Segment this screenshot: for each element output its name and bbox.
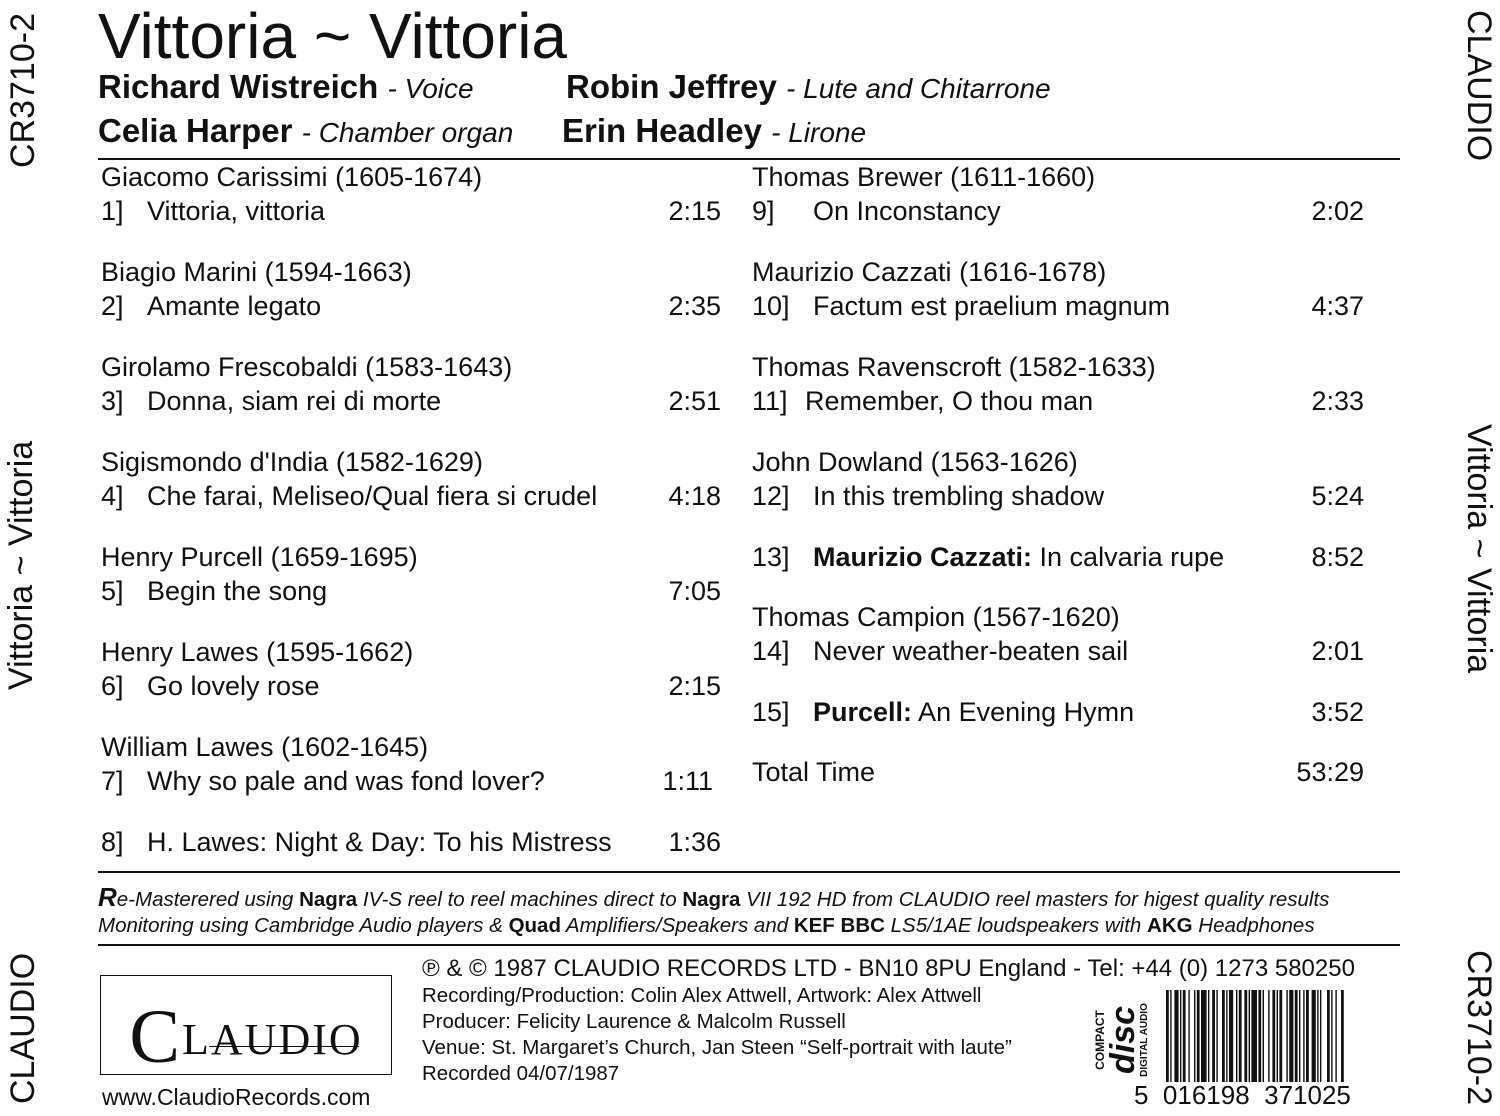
composer-dates: (1605-1674) xyxy=(335,162,483,192)
track-row xyxy=(101,384,721,418)
track-number: 2] xyxy=(101,291,124,321)
track-number: 14] xyxy=(752,636,790,666)
notes-bold: AKG xyxy=(1147,914,1193,937)
track-number: 7] xyxy=(101,766,124,796)
album-title: Vittoria ~ Vittoria xyxy=(98,0,567,72)
track-group-12 xyxy=(752,445,1372,540)
logo-initial: C xyxy=(129,995,183,1079)
composer-name: Henry Purcell xyxy=(101,542,264,572)
track-duration: 2:35 xyxy=(668,291,721,321)
track-duration: 2:02 xyxy=(1311,196,1364,226)
barcode-bar xyxy=(1258,990,1261,1082)
composer-dates: (1567-1620) xyxy=(972,602,1120,632)
credit-line-1: Recording/Production: Colin Alex Attwell, Artwork: Alex Attwell xyxy=(422,984,982,1007)
notes-bold: Quad xyxy=(508,914,561,937)
composer-dates: (1582-1633) xyxy=(1008,352,1156,382)
barcode-bar xyxy=(1249,990,1250,1082)
composer-dates: (1563-1626) xyxy=(930,447,1078,477)
logo-wordmark xyxy=(101,994,391,1081)
barcode-bar xyxy=(1174,990,1178,1082)
track-group-6 xyxy=(101,635,721,730)
spine-left-label: CLAUDIO xyxy=(4,952,42,1104)
track-group-13 xyxy=(752,540,1372,600)
composer-dates: (1594-1663) xyxy=(264,257,412,287)
track-title: Never weather-beaten sail xyxy=(813,636,1129,666)
composer-dates: (1583-1643) xyxy=(365,352,513,382)
track-row xyxy=(101,479,721,513)
notes-line-2 xyxy=(98,913,1329,939)
track-title: Remember, O thou man xyxy=(805,386,1094,416)
composer-line xyxy=(101,635,721,669)
track-row xyxy=(752,384,1372,418)
notes-bold: Nagra xyxy=(299,888,358,911)
composer-name: Giacomo Carissimi xyxy=(101,162,328,192)
composer-name: John Dowland xyxy=(752,447,924,477)
performer-role: - Chamber organ xyxy=(301,117,514,148)
track-duration: 3:52 xyxy=(1311,697,1364,727)
notes-text: Monitoring using Cambridge Audio players & xyxy=(98,914,509,937)
notes-drop-letter: R xyxy=(98,882,117,912)
track-group-8 xyxy=(101,825,721,885)
track-group-9 xyxy=(752,160,1372,255)
notes-text: Headphones xyxy=(1192,914,1315,937)
spine-right-catalog: CR3710-2 xyxy=(1460,950,1498,1105)
performer-1 xyxy=(98,68,474,106)
track-row xyxy=(101,194,721,228)
barcode-bar xyxy=(1335,990,1336,1082)
barcode-bar xyxy=(1327,990,1330,1082)
barcode xyxy=(1166,990,1396,1082)
composer-dates: (1595-1662) xyxy=(266,637,414,667)
composer-name: Maurizio Cazzati: xyxy=(813,542,1033,572)
composer-line xyxy=(101,540,721,574)
performer-4 xyxy=(562,112,866,150)
claudio-logo xyxy=(100,975,392,1079)
track-duration: 2:15 xyxy=(668,671,721,701)
track-title: Donna, siam rei di morte xyxy=(147,386,442,416)
composer-line xyxy=(101,445,721,479)
website-link[interactable]: www.ClaudioRecords.com xyxy=(102,1084,371,1110)
barcode-bar xyxy=(1289,990,1293,1082)
notes-text: Amplifiers/Speakers and xyxy=(561,914,794,937)
spine-right-title: Vittoria ~ Vittoria xyxy=(1460,424,1498,674)
barcode-bar xyxy=(1170,990,1171,1082)
track-row xyxy=(752,540,1372,574)
track-title: Amante legato xyxy=(147,291,322,321)
track-group-1 xyxy=(101,160,721,255)
notes-text: e-Masterered using xyxy=(116,888,300,911)
barcode-bar xyxy=(1277,990,1278,1082)
barcode-bar xyxy=(1226,990,1227,1082)
track-title: Che farai, Meliseo/Qual fiera si crudel xyxy=(147,481,598,511)
composer-name: Sigismondo d'India xyxy=(101,447,329,477)
barcode-bar xyxy=(1299,990,1300,1082)
track-title: An Evening Hymn xyxy=(912,697,1135,727)
spine-right-label: CLAUDIO xyxy=(1460,10,1498,162)
track-row xyxy=(752,755,1372,789)
divider-middle xyxy=(98,871,1400,873)
track-row xyxy=(752,634,1372,668)
barcode-bar xyxy=(1222,990,1225,1082)
spine-left-catalog: CR3710-2 xyxy=(4,13,42,168)
composer-line xyxy=(752,600,1372,634)
logo-swash xyxy=(209,1046,359,1047)
composer-line xyxy=(752,160,1372,194)
track-row xyxy=(752,479,1372,513)
barcode-bar xyxy=(1341,990,1344,1082)
performer-name: Robin Jeffrey xyxy=(566,68,777,105)
track-duration: 4:37 xyxy=(1311,291,1364,321)
notes-line-1 xyxy=(98,884,1329,913)
track-number: 11] xyxy=(752,386,788,416)
tracklist-right xyxy=(752,160,1372,815)
track-group-14 xyxy=(752,600,1372,695)
composer-name: Henry Lawes xyxy=(101,637,259,667)
track-number: 12] xyxy=(752,481,790,511)
barcode-bar xyxy=(1166,990,1169,1082)
performer-2 xyxy=(566,68,1051,106)
divider-bottom xyxy=(98,944,1400,946)
composer-dates: (1659-1695) xyxy=(270,542,418,572)
barcode-bar xyxy=(1312,990,1316,1082)
composer-line xyxy=(101,255,721,289)
barcode-bar xyxy=(1286,990,1287,1082)
barcode-bar xyxy=(1212,990,1215,1082)
notes-text: IV-S reel to reel machines direct to xyxy=(357,888,683,911)
composer-line xyxy=(752,350,1372,384)
composer-dates: (1582-1629) xyxy=(335,447,483,477)
track-duration: 8:52 xyxy=(1311,542,1364,572)
total-time-row xyxy=(752,755,1372,815)
performer-role: - Lute and Chitarrone xyxy=(786,73,1051,104)
track-group-10 xyxy=(752,255,1372,350)
notes-bold: KEF BBC xyxy=(793,914,885,937)
track-group-4 xyxy=(101,445,721,540)
track-number: 4] xyxy=(101,481,124,511)
track-title: Go lovely rose xyxy=(147,671,320,701)
track-group-7 xyxy=(101,730,721,825)
track-duration: 1:36 xyxy=(668,827,721,857)
barcode-bar xyxy=(1268,990,1269,1082)
tracklist-left xyxy=(101,160,721,885)
track-row xyxy=(752,289,1372,323)
track-number: 5] xyxy=(101,576,124,606)
track-number: 13] xyxy=(752,542,790,572)
track-group-11 xyxy=(752,350,1372,445)
barcode-bar xyxy=(1216,990,1217,1082)
track-row xyxy=(101,289,721,323)
composer-name: H. Lawes xyxy=(147,827,260,857)
track-number: 15] xyxy=(752,697,790,727)
barcode-bar xyxy=(1317,990,1318,1082)
barcode-bar xyxy=(1320,990,1321,1082)
composer-name: Purcell: xyxy=(813,697,913,727)
barcode-bar xyxy=(1306,990,1309,1082)
composer-line xyxy=(752,445,1372,479)
track-row xyxy=(101,764,721,798)
logo-rest: LAUDIO xyxy=(182,1015,363,1064)
total-time-label: Total Time xyxy=(752,757,876,787)
track-number: 9] xyxy=(752,196,775,226)
credit-line-3: Venue: St. Margaret’s Church, Jan Steen “Self-portrait with laute” xyxy=(422,1036,1012,1059)
track-number: 8] xyxy=(101,827,124,857)
composer-name: Thomas Brewer xyxy=(752,162,943,192)
track-group-2 xyxy=(101,255,721,350)
mastering-notes xyxy=(98,884,1329,939)
track-group-5 xyxy=(101,540,721,635)
notes-text: VII 192 HD from CLAUDIO reel masters for higest quality results xyxy=(740,888,1330,911)
notes-bold: Nagra xyxy=(682,888,741,911)
barcode-bar xyxy=(1251,990,1257,1082)
composer-line xyxy=(101,160,721,194)
barcode-bar xyxy=(1295,990,1298,1082)
composer-name: Biagio Marini xyxy=(101,257,258,287)
track-duration: 2:15 xyxy=(668,196,721,226)
barcode-bar xyxy=(1183,990,1186,1082)
track-duration: 2:01 xyxy=(1311,636,1364,666)
performer-name: Celia Harper xyxy=(98,112,293,149)
credit-line-2: Producer: Felicity Laurence & Malcolm Russell xyxy=(422,1010,846,1033)
track-group-15 xyxy=(752,695,1372,755)
track-number: 6] xyxy=(101,671,124,701)
compact-disc-logo xyxy=(1094,988,1152,1092)
composer-dates: (1611-1660) xyxy=(950,162,1096,192)
track-title: On Inconstancy xyxy=(813,196,1001,226)
performer-name: Richard Wistreich xyxy=(98,68,379,105)
composer-name: William Lawes xyxy=(101,732,274,762)
composer-line xyxy=(752,255,1372,289)
track-title: : Night & Day: To his Mistress xyxy=(259,827,612,857)
barcode-bar xyxy=(1244,990,1247,1082)
track-duration: 5:24 xyxy=(1311,481,1364,511)
barcode-bar xyxy=(1279,990,1282,1082)
performer-role: - Lirone xyxy=(771,117,867,148)
composer-name: Girolamo Frescobaldi xyxy=(101,352,358,382)
barcode-bar xyxy=(1303,990,1304,1082)
track-duration: 4:18 xyxy=(668,481,721,511)
barcode-bar xyxy=(1201,990,1207,1082)
track-title: Factum est praelium magnum xyxy=(813,291,1171,321)
performer-3 xyxy=(98,112,513,150)
track-number: 3] xyxy=(101,386,124,416)
track-row xyxy=(101,574,721,608)
performer-name: Erin Headley xyxy=(562,112,762,149)
barcode-bar xyxy=(1263,990,1264,1082)
track-duration: 1:11 xyxy=(662,766,713,796)
composer-name: Thomas Campion xyxy=(752,602,966,632)
composer-dates: (1616-1678) xyxy=(959,257,1107,287)
composer-name: Maurizio Cazzati xyxy=(752,257,952,287)
total-time-value: 53:29 xyxy=(1296,757,1364,787)
performer-role: - Voice xyxy=(387,73,474,104)
barcode-digits: 5 016198 371025 xyxy=(1134,1080,1351,1110)
track-title: In this trembling shadow xyxy=(813,481,1105,511)
track-title: Begin the song xyxy=(147,576,328,606)
barcode-bar xyxy=(1236,990,1237,1082)
track-title: In calvaria rupe xyxy=(1032,542,1225,572)
barcode-bar xyxy=(1208,990,1209,1082)
barcode-bar xyxy=(1194,990,1195,1082)
track-duration: 2:33 xyxy=(1311,386,1364,416)
composer-line xyxy=(101,350,721,384)
composer-name: Thomas Ravenscroft xyxy=(752,352,1002,382)
track-duration: 2:51 xyxy=(668,386,721,416)
barcode-bar xyxy=(1272,990,1275,1082)
track-row xyxy=(752,695,1372,729)
barcode-bar xyxy=(1331,990,1332,1082)
track-row xyxy=(101,825,721,859)
track-title: Vittoria, vittoria xyxy=(147,196,326,226)
spine-left-title: Vittoria ~ Vittoria xyxy=(2,440,40,690)
barcode-bar xyxy=(1229,990,1233,1082)
notes-text: LS5/1AE loudspeakers with xyxy=(884,914,1148,937)
cd-logo-compact: COMPACT xyxy=(1093,1010,1107,1070)
track-row xyxy=(101,669,721,703)
track-group-3 xyxy=(101,350,721,445)
track-number: 1] xyxy=(101,196,124,226)
cd-logo-disc: disc xyxy=(1104,1005,1142,1075)
track-duration: 7:05 xyxy=(668,576,721,606)
composer-line xyxy=(101,730,721,764)
composer-dates: (1602-1645) xyxy=(281,732,429,762)
credit-line-4: Recorded 04/07/1987 xyxy=(422,1062,620,1085)
barcode-bar xyxy=(1197,990,1200,1082)
cd-logo-digital-audio: DIGITAL AUDIO xyxy=(1139,1003,1150,1077)
track-number: 10] xyxy=(752,291,790,321)
barcode-bar xyxy=(1188,990,1189,1082)
copyright-line: ℗ & © 1987 CLAUDIO RECORDS LTD - BN10 8PU England - Tel: +44 (0) 1273 580250 xyxy=(422,955,1355,982)
barcode-bar xyxy=(1239,990,1242,1082)
track-title: Why so pale and was fond lover? xyxy=(147,766,545,796)
track-row xyxy=(752,194,1372,228)
barcode-bar xyxy=(1180,990,1181,1082)
